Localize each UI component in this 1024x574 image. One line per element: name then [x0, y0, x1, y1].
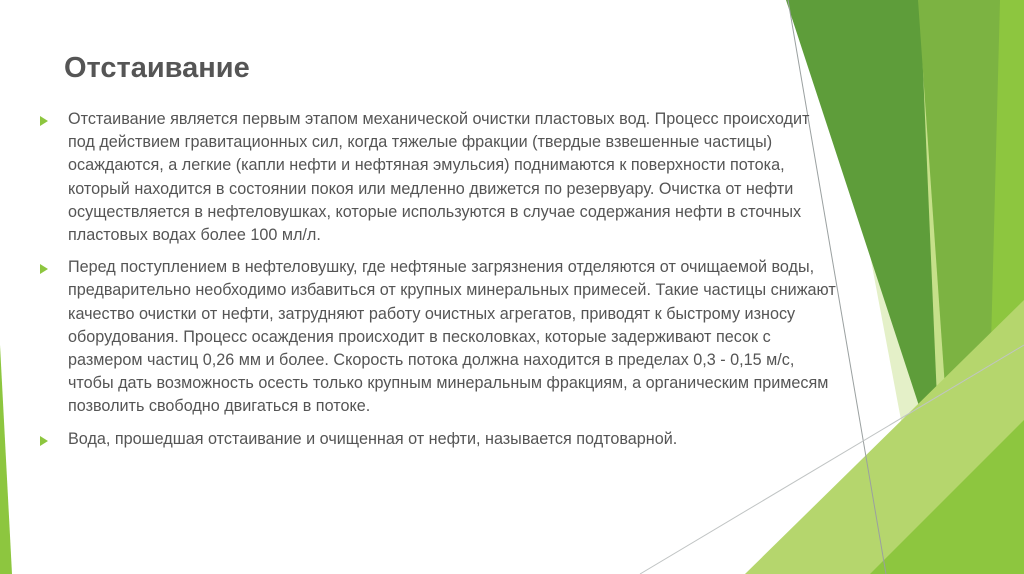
triangle-bullet-icon: [40, 436, 48, 446]
left-green-strip: [0, 345, 12, 574]
bullet-item: [38, 428, 838, 451]
bullet-list: [38, 108, 838, 460]
bullet-item: [38, 256, 838, 418]
triangle-bullet-icon: [40, 264, 48, 274]
bullet-text: Перед поступлением в нефтеловушку, где нефтяные загрязнения отделяются от очищаемой воды, предварительно необходимо избавиться от крупных минеральных примесей. Такие частицы снижают качество очистки от нефти, затрудняют работу очистных агрегатов, приводят к быстрому износу оборудования. Процесс осаждения происходит в песколовках, которые задерживают песок с размером частиц 0,26 мм и более. Скорость потока должна находится в пределах 0,3 - 0,15 м/с, чтобы дать возможность осесть только крупным минеральным фракциям, а органическим примесям позволить свободно двигаться в потоке.: [68, 258, 836, 416]
triangle-bullet-icon: [40, 116, 48, 126]
bullet-text: Вода, прошедшая отстаивание и очищенная от нефти, называется подтоварной.: [68, 429, 678, 448]
slide-title: Отстаивание: [64, 52, 250, 84]
bullet-text: Отстаивание является первым этапом механической очистки пластовых вод. Процесс происходит под действием гравитационных сил, когда тяжелые фракции (твердые взвешенные частицы) осаждаются, а легкие (капли нефти и нефтяная эмульсия) поднимаются к поверхности потока, который находится в состоянии покоя или медленно движется по резервуару. Очистка от нефти осуществляется в нефтеловушках, которые используются в случае содержания нефти в сточных пластовых водах более 100 мл/л.: [68, 110, 810, 245]
bullet-item: [38, 108, 838, 247]
